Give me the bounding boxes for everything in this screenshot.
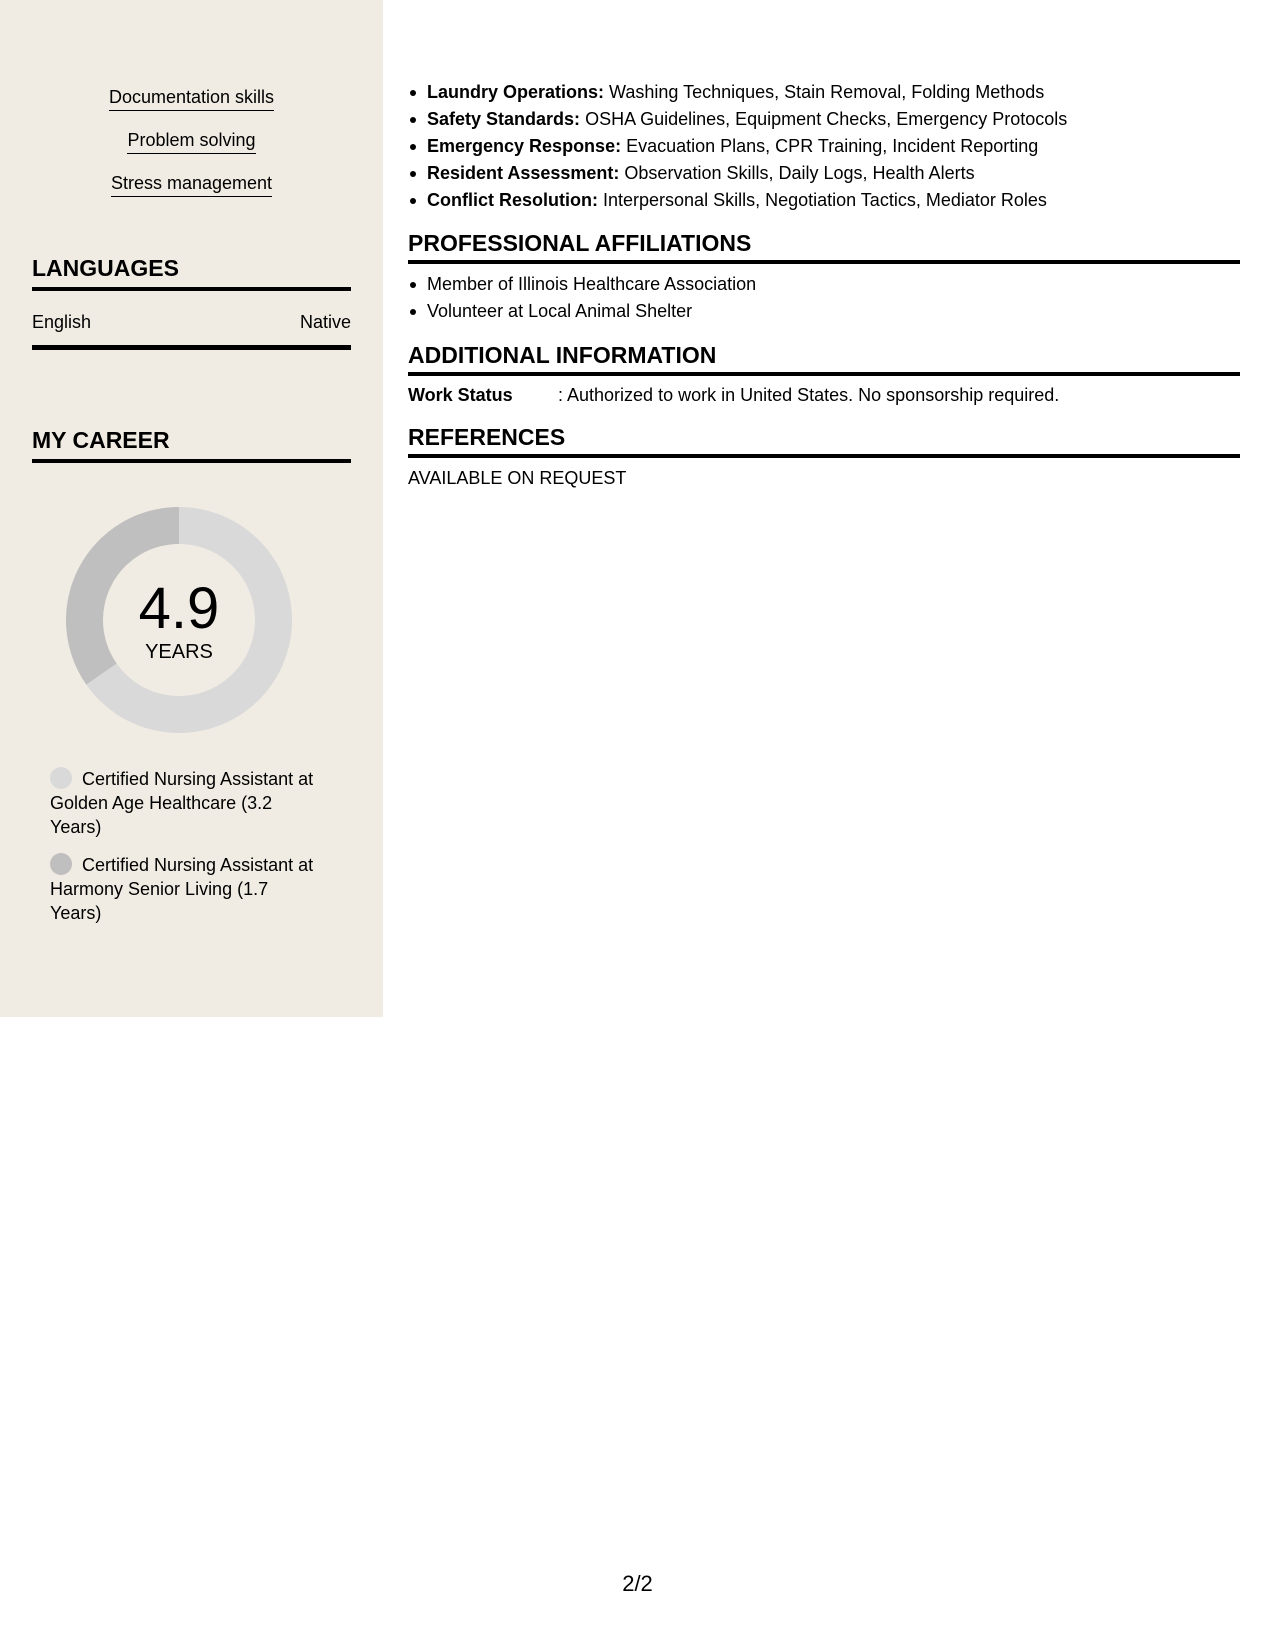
- skill-group-item: [408, 79, 1240, 106]
- languages-heading: LANGUAGES: [32, 255, 351, 291]
- page-number: 2/2: [622, 1571, 653, 1596]
- skill-group-details: Evacuation Plans, CPR Training, Incident Reporting: [626, 136, 1039, 156]
- skill-group-name: Laundry Operations:: [427, 82, 605, 102]
- skill-group-details: Washing Techniques, Stain Removal, Folding Methods: [609, 82, 1045, 102]
- references-text: AVAILABLE ON REQUEST: [408, 468, 627, 488]
- language-level: Native: [299, 312, 351, 332]
- references-heading: REFERENCES: [408, 424, 1240, 458]
- skill-group-name: Emergency Response:: [427, 136, 622, 156]
- work-status-value: : Authorized to work in United States. No sponsorship required.: [558, 385, 1060, 405]
- skill-group-item: [408, 187, 1240, 214]
- legend-swatch: [50, 853, 72, 875]
- skill-group-name: Resident Assessment:: [427, 163, 620, 183]
- additional-info-heading: ADDITIONAL INFORMATION: [408, 342, 1240, 376]
- skill-item: Problem solving: [127, 128, 255, 154]
- skill-group-details: Observation Skills, Daily Logs, Health Alerts: [624, 163, 975, 183]
- legend-swatch: [50, 767, 72, 789]
- affiliation-item: Volunteer at Local Animal Shelter: [408, 298, 1240, 325]
- skill-group-item: [408, 160, 1240, 187]
- skill-groups-list: [408, 79, 1240, 214]
- career-heading: MY CAREER: [32, 427, 351, 463]
- work-status-row: [408, 383, 1240, 407]
- career-legend-item: [50, 767, 320, 839]
- legend-label: Certified Nursing Assistant at Harmony Senior Living (1.7 Years): [50, 855, 314, 923]
- career-legend-item: [50, 853, 320, 925]
- skill-group-item: [408, 106, 1240, 133]
- skill-group-name: Safety Standards:: [427, 109, 581, 129]
- affiliations-heading: PROFESSIONAL AFFILIATIONS: [408, 230, 1240, 264]
- sidebar: [0, 0, 383, 1017]
- skills-list: [0, 85, 383, 214]
- skill-group-name: Conflict Resolution:: [427, 190, 598, 210]
- career-total-unit: YEARS: [145, 641, 213, 663]
- skill-item: Documentation skills: [109, 85, 274, 111]
- skill-item: Stress management: [111, 171, 272, 197]
- work-status-label: Work Status: [408, 385, 513, 405]
- language-name: English: [32, 312, 92, 332]
- affiliations-list: [408, 271, 1240, 325]
- career-total-years: 4.9: [138, 576, 220, 641]
- skill-group-details: Interpersonal Skills, Negotiation Tactics, Mediator Roles: [603, 190, 1047, 210]
- language-row: [32, 312, 351, 350]
- skill-group-details: OSHA Guidelines, Equipment Checks, Emergency Protocols: [585, 109, 1068, 129]
- legend-label: Certified Nursing Assistant at Golden Age Healthcare (3.2 Years): [50, 769, 314, 837]
- skill-group-item: [408, 133, 1240, 160]
- affiliation-item: Member of Illinois Healthcare Association: [408, 271, 1240, 298]
